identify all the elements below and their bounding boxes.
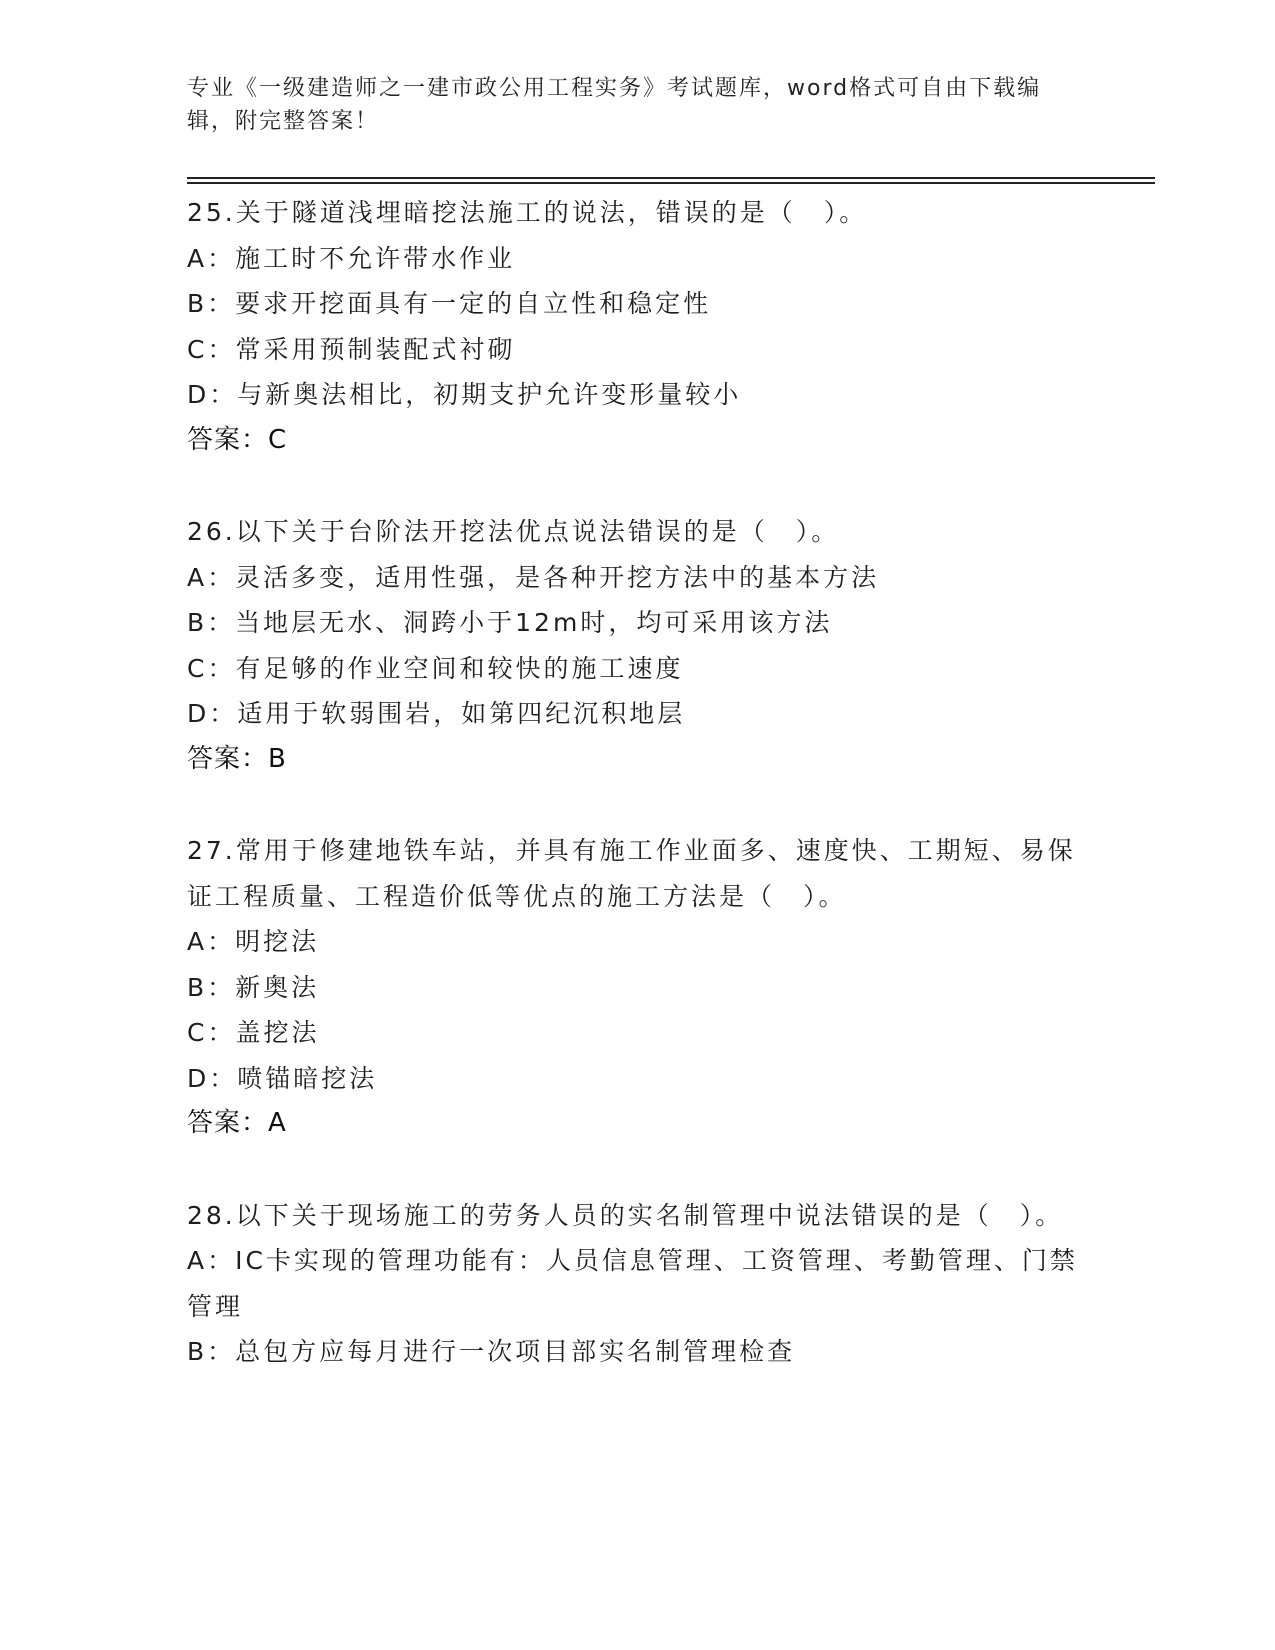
question-stem: 27.常用于修建地铁车站，并具有施工作业面多、速度快、工期短、易保证工程质量、工程造价低等优点的施工方法是（ ）。: [187, 836, 1076, 911]
header-divider-top: [187, 177, 1155, 179]
question-stem: 28.以下关于现场施工的劳务人员的实名制管理中说法错误的是（ ）。: [187, 1200, 1064, 1230]
option-a: A：灵活多变，适用性强，是各种开挖方法中的基本方法: [187, 562, 880, 592]
option-b: B：当地层无水、洞跨小于12m时，均可采用该方法: [187, 608, 833, 637]
answer-label: 答案：C: [187, 424, 288, 455]
question-stem: 26.以下关于台阶法开挖法优点说法错误的是（ ）。: [187, 517, 840, 546]
question-26: [187, 509, 1087, 782]
option-a: A：明挖法: [187, 927, 320, 956]
option-d: D：与新奥法相比，初期支护允许变形量较小: [187, 380, 742, 409]
option-d: D：适用于软弱围岩，如第四纪沉积地层: [187, 699, 686, 728]
option-a: A：IC卡实现的管理功能有：人员信息管理、工资管理、考勤管理、门禁管理: [187, 1246, 1078, 1321]
option-b: B：新奥法: [187, 972, 320, 1002]
question-27: [187, 828, 1087, 1147]
answer-label: 答案：B: [187, 743, 287, 774]
option-b: B：总包方应每月进行一次项目部实名制管理检查: [187, 1337, 796, 1366]
document-header: 专业《一级建造师之一建市政公用工程实务》考试题库，word格式可自由下载编辑，附完整答案！: [187, 76, 1042, 134]
question-25: [187, 190, 1087, 463]
option-c: C：有足够的作业空间和较快的施工速度: [187, 653, 684, 683]
option-b: B：要求开挖面具有一定的自立性和稳定性: [187, 289, 712, 318]
option-a: A：施工时不允许带水作业: [187, 243, 516, 273]
header-divider-bottom: [187, 182, 1155, 184]
answer-label: 答案：A: [187, 1108, 287, 1138]
option-c: C：盖挖法: [187, 1018, 320, 1047]
question-28: [187, 1193, 1087, 1375]
question-stem: 25.关于隧道浅埋暗挖法施工的说法，错误的是（ ）。: [187, 198, 868, 227]
option-c: C：常采用预制装配式衬砌: [187, 334, 516, 364]
question-list: [187, 190, 1087, 1421]
option-d: D：喷锚暗挖法: [187, 1063, 378, 1093]
